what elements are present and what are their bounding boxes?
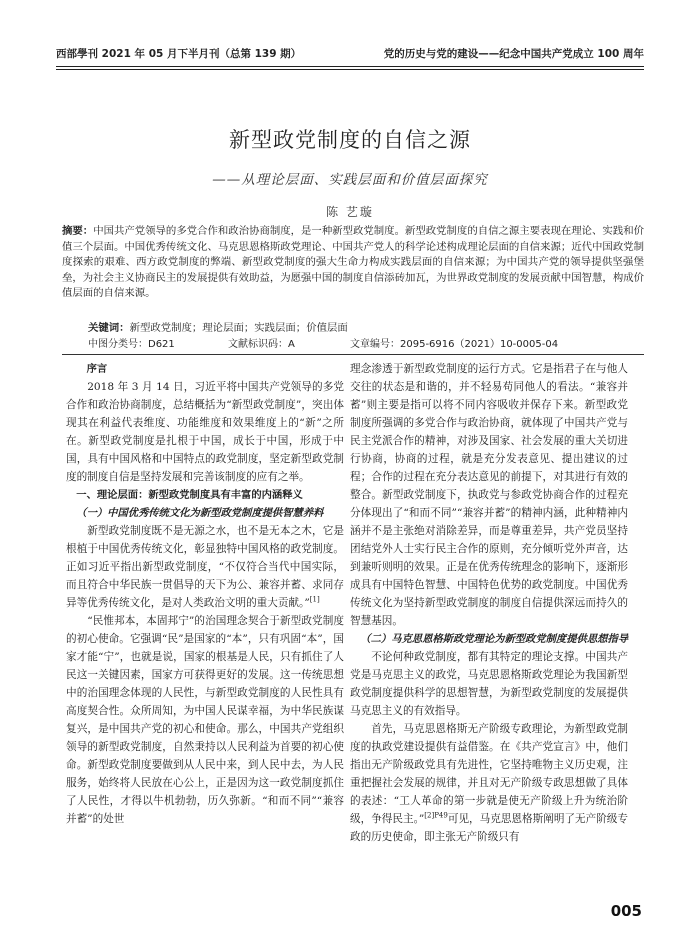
body-paragraph: 理念渗透于新型政党制度的运行方式。它是指君子在与他人交往的状态是和谐的，并不轻易苟同他人的看法。“兼容并蓄”则主要是指可以将不同内容吸收并保存下来。新型政党制度所强调的多党合作与政治协商，就体现了中国共产党与民主党派合作的精神，对涉及国家、社会发展的重大关切进行协商，协商的过程，就是充分发表意见、提出建议的过程；合作的过程在充分表达意见的前提下，对其进行有效的整合。新型政党制度下，执政党与参政党协商合作的过程充分体现出了“和而不同”“兼容并蓄”的精神内涵，此种精神内涵并不是主张绝对消除差异，而是尊重差异，共产党员坚持团结党外人士实行民主合作的原则，充分倾听党外声音，达到兼听则明的效果。正是在优秀传统理念的影响下，逐渐形成具有中国特色智慧、中国特色优势的政党制度。中国优秀传统文化为坚持新型政党制度的制度自信提供深远而持久的智慧基因。: [350, 363, 628, 627]
keywords: [88, 319, 348, 334]
article-title: 新型政党制度的自信之源: [229, 128, 471, 152]
running-header: [56, 44, 644, 62]
subsection-heading-2: （二）马克思恩格斯政党理论为新型政党制度提供思想指导: [360, 633, 629, 645]
keywords-label: 关键词：: [88, 322, 130, 334]
author-name: 陈 艺璇: [326, 205, 374, 219]
article-number: 文章编号：2095-6916（2021）10-0005-04: [350, 339, 559, 350]
body-paragraph: [66, 522, 344, 612]
abstract: [62, 224, 644, 302]
section-heading-1: 一、理论层面：新型政党制度具有丰富的内涵释义: [76, 489, 303, 501]
header-rule-thin: [56, 69, 644, 70]
paragraph-text: 首先，马克思恩格斯无产阶级专政理论，为新型政党制度的执政党建设提供有益借鉴。在《共产党宣言》中，他们指出无产阶级政党具有先进性，它坚持唯物主义历史观，注重把握社会发展的规律，并且对无产阶级专政思想做了具体的表述：“工人革命的第一步就是使无产阶级上升为统治阶级，争得民主。”: [350, 723, 628, 825]
header-rule: [56, 66, 644, 67]
keywords-text: 新型政党制度；理论层面；实践层面；价值层面: [129, 322, 348, 334]
right-column: [350, 360, 628, 846]
body-paragraph: 不论何种政党制度，都有其特定的理论支撑。中国共产党是马克思主义的政党，马克思恩格斯政党理论为我国新型政党制度提供科学的思想智慧，为新型政党制度的发展提供马克思主义的有效指导。: [350, 651, 628, 717]
body-paragraph: “民惟邦本，本固邦宁”的治国理念契合于新型政党制度的初心使命。它强调“民”是国家的“本”，只有巩固“本”，国家才能“宁”，也就是说，国家的根基是人民，只有抓住了人民这一关键因素，国家方可获得更好的发展。这一传统思想中的治国理念体现的人民性，与新型政党制度的人民性具有高度契合性。众所周知，为中国人民谋幸福，为中华民族谋复兴，是中国共产党的初心和使命。那么，中国共产党组织领导的新型政党制度，自然秉持以人民利益为首要的初心使命。新型政党制度要做到从人民中来，到人民中去，为人民服务，始终将人民放在心公上，正是因为这一政党制度抓住了人民性，才得以牛机勃勃，历久弥新。“和而不同”“兼容并蓄”的处世: [66, 615, 344, 825]
body-paragraph: [350, 720, 628, 846]
left-column: [66, 360, 344, 828]
abstract-divider: [62, 354, 644, 355]
subsection-heading-1: （一）中国优秀传统文化为新型政党制度提供智慧养料: [76, 507, 324, 519]
article-subtitle: ——从理论层面、实践层面和价值层面探究: [212, 172, 488, 188]
journal-issue: 西部學刊 2021 年 05 月下半月刊（总第 139 期）: [56, 48, 302, 60]
paragraph-text: 可见，马克思恩格斯阐明了无产阶级专政的历史使命，即主张无产阶级只有: [350, 813, 628, 843]
class-number: 中图分类号：D621: [88, 339, 175, 350]
document-code: 文献标识码：A: [228, 339, 295, 350]
preface-heading: 序言: [86, 363, 108, 375]
citation-ref: [2]P49: [424, 811, 448, 820]
abstract-label: 摘要：: [62, 225, 94, 237]
column-title: 党的历史与党的建设——纪念中国共产党成立 100 周年: [383, 48, 644, 60]
preface-paragraph: 2018 年 3 月 14 日，习近平将中国共产党领导的多党合作和政治协商制度，总结概括为“新型政党制度”，突出体现其在利益代表维度、功能维度和效果维度上的“新”之所在。新型政党制度是扎根于中国，成长于中国，形成于中国，具有中国风格和中国特点的政党制度，坚定新型政党制度的制度自信是坚持发展和完善该制度的应有之举。: [66, 381, 344, 483]
abstract-text: 中国共产党领导的多党合作和政治协商制度，是一种新型政党制度。新型政党制度的自信之源主要表现在理论、实践和价值三个层面。中国优秀传统文化、马克思恩格斯政党理论、中国共产党人的科学论述构成理论层面的自信来源；近代中国政党制度探索的艰难、西方政党制度的弊端、新型政党制度的强大生命力构成实践层面的自信来源；为中国共产党的领导提供坚强堡垒，为社会主义协商民主的发展提供有效助益，为愿强中国的制度自信添砖加瓦，为世界政党制度的发展贡献中国智慧，构成价值层面的自信来源。: [62, 225, 645, 299]
paragraph-text: 新型政党制度既不是无源之水，也不是无本之木，它是根植于中国优秀传统文化，彰显独特中国风格的政党制度。正如习近平指出新型政党制度，“不仅符合当代中国实际，而且符合中华民族一贯倡导的天下为公、兼容并蓄、求同存异等优秀传统文化，是对人类政治文明的重大贡献。”: [66, 525, 344, 609]
citation-ref: [1]: [309, 595, 320, 604]
page-number: 005: [610, 902, 642, 920]
